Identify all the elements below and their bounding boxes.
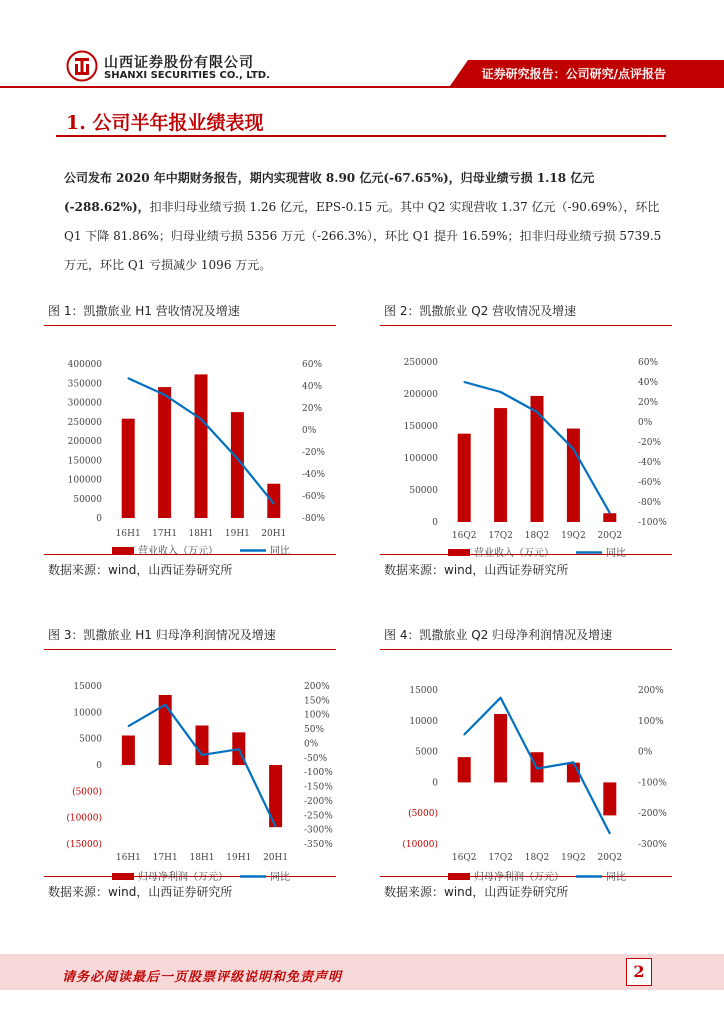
y-right-tick-label: -60% <box>638 478 662 488</box>
bar-17Q2 <box>494 408 507 522</box>
x-tick-label: 17Q2 <box>488 853 513 863</box>
y-left-tick-label: 0 <box>96 514 102 524</box>
y-left-tick-label: 250000 <box>67 417 102 428</box>
y-left-tick-label: 5000 <box>79 734 102 745</box>
y-left-tick-label: 350000 <box>67 379 102 390</box>
page-header <box>0 0 724 92</box>
y-right-tick-label: 200% <box>638 686 664 696</box>
y-left-tick-label: (5000) <box>408 809 438 820</box>
page-number: 2 <box>633 962 645 981</box>
x-tick-label: 16Q2 <box>451 531 477 541</box>
y-right-tick-label: -200% <box>638 809 667 820</box>
bar-16Q2 <box>458 434 471 522</box>
yoy-point-17Q2 <box>500 391 502 393</box>
y-left-tick-label: 150000 <box>67 456 102 467</box>
figure-2-chart <box>380 326 672 559</box>
figure-2 <box>380 302 672 578</box>
x-tick-label: 18H1 <box>188 529 214 539</box>
figure-1-chart <box>44 326 336 557</box>
figure-3-title: 图 3：凯撒旅业 H1 归母净利润情况及增速 <box>44 626 336 650</box>
summary-detail: 扣非归母业绩亏损 1.26 亿元，EPS-0.15 元。其中 Q2 实现营收 1.37 亿元（-90.69%），环比 Q1 下降 81.86%；归母业绩亏损 5356 万元（-266.3%），环比 Q1 提升 16.59%；扣非归母业绩亏损 5739.5 万元，环比 Q1 亏损减少 1096 万元。 <box>64 200 662 272</box>
y-right-tick-label: 20% <box>638 398 659 408</box>
y-right-tick-label: -300% <box>304 825 333 836</box>
x-tick-label: 19Q2 <box>561 853 586 863</box>
bar-16Q2 <box>458 757 471 782</box>
y-left-tick-label: 400000 <box>67 360 102 370</box>
y-right-tick-label: -350% <box>304 840 333 850</box>
bar-18Q2 <box>531 396 544 522</box>
summary-lead: 公司发布 2020 年中期财务报告，期内实现营收 8.90 亿元(-67.65%)，归母业绩亏损 1.18 亿元(-288.62%)， <box>64 171 595 214</box>
legend-line-label: 同比 <box>270 546 290 557</box>
y-right-tick-label: 200% <box>304 682 330 692</box>
bar-20H1 <box>267 484 280 518</box>
yoy-point-19Q2 <box>573 762 575 764</box>
bar-18H1 <box>195 374 208 518</box>
y-right-tick-label: -80% <box>638 498 662 508</box>
yoy-point-18Q2 <box>536 768 538 770</box>
y-left-tick-label: 50000 <box>409 486 438 496</box>
y-left-tick-label: 150000 <box>403 422 438 432</box>
yoy-line <box>128 705 275 827</box>
legend-line-label: 同比 <box>606 548 626 559</box>
bar-16H1 <box>122 736 135 765</box>
yoy-point-19Q2 <box>573 448 575 450</box>
yoy-point-20H1 <box>275 826 277 828</box>
yoy-point-17H1 <box>164 394 166 396</box>
y-left-tick-label: 10000 <box>73 708 102 719</box>
y-right-tick-label: 40% <box>638 378 659 388</box>
y-right-tick-label: 0% <box>638 418 653 428</box>
yoy-point-16Q2 <box>463 734 465 736</box>
y-right-tick-label: -250% <box>304 811 333 822</box>
x-tick-label: 20Q2 <box>597 531 623 541</box>
section-title-rule <box>56 135 666 137</box>
y-left-tick-label: 0 <box>432 518 438 528</box>
y-right-tick-label: 20% <box>302 404 323 414</box>
y-left-tick-label: 100000 <box>67 475 102 486</box>
company-name-en: SHANXI SECURITIES CO., LTD. <box>104 70 270 81</box>
y-right-tick-label: -100% <box>304 768 333 779</box>
y-left-tick-label: 10000 <box>409 716 438 727</box>
bar-20Q2 <box>603 782 616 815</box>
legend-line-label: 同比 <box>270 872 290 883</box>
bar-19Q2 <box>567 429 580 522</box>
y-right-tick-label: -100% <box>638 518 667 528</box>
x-tick-label: 16H1 <box>115 529 141 539</box>
footer-disclaimer: 请务必阅读最后一页股票评级说明和免责声明 <box>62 970 343 985</box>
x-tick-label: 20Q2 <box>597 853 623 863</box>
yoy-point-17H1 <box>164 704 166 706</box>
y-left-tick-label: 15000 <box>409 686 438 696</box>
company-name-cn: 山西证券股份有限公司 <box>104 55 254 71</box>
x-tick-label: 19H1 <box>224 529 250 539</box>
summary-paragraph <box>64 164 676 280</box>
x-tick-label: 19Q2 <box>561 531 586 541</box>
y-left-tick-label: (10000) <box>402 840 438 850</box>
y-left-tick-label: 0 <box>96 761 102 771</box>
figure-1-source: 数据来源：wind，山西证券研究所 <box>44 554 336 578</box>
y-left-tick-label: (15000) <box>66 840 102 850</box>
yoy-point-20H1 <box>273 503 275 505</box>
x-tick-label: 16Q2 <box>451 853 477 863</box>
y-right-tick-label: -80% <box>302 514 326 524</box>
y-right-tick-label: -40% <box>638 458 662 468</box>
legend-bar-label: 营业收入（万元） <box>474 548 554 559</box>
y-right-tick-label: -20% <box>302 448 326 458</box>
figure-3 <box>44 626 336 900</box>
y-left-tick-label: 50000 <box>73 494 102 505</box>
legend-bar-swatch <box>112 547 134 554</box>
y-right-tick-label: 40% <box>302 382 323 392</box>
figure-1 <box>44 302 336 578</box>
figure-3-source: 数据来源：wind，山西证券研究所 <box>44 876 336 900</box>
yoy-point-18H1 <box>200 418 202 420</box>
bar-17H1 <box>158 387 171 518</box>
y-left-tick-label: (5000) <box>72 787 102 798</box>
legend-bar-swatch <box>448 873 470 880</box>
yoy-point-18H1 <box>201 754 203 756</box>
yoy-point-18Q2 <box>536 411 538 413</box>
x-tick-label: 18Q2 <box>524 531 550 541</box>
y-right-tick-label: 50% <box>304 725 325 736</box>
y-right-tick-label: 0% <box>304 739 319 750</box>
y-right-tick-label: -20% <box>638 438 662 448</box>
legend-line-label: 同比 <box>606 872 626 883</box>
y-right-tick-label: 0% <box>302 426 317 436</box>
yoy-point-19H1 <box>237 458 239 460</box>
yoy-point-19H1 <box>238 748 240 750</box>
yoy-point-16H1 <box>127 378 129 380</box>
figure-2-title: 图 2：凯撒旅业 Q2 营收情况及增速 <box>380 302 672 326</box>
x-tick-label: 17Q2 <box>488 531 513 541</box>
x-tick-label: 20H1 <box>261 529 287 539</box>
bar-16H1 <box>122 419 135 518</box>
bar-18H1 <box>196 726 209 766</box>
yoy-point-16H1 <box>128 725 130 727</box>
figure-4-title: 图 4：凯撒旅业 Q2 归母净利润情况及增速 <box>380 626 672 650</box>
x-tick-label: 18Q2 <box>524 853 550 863</box>
y-right-tick-label: -200% <box>304 796 333 807</box>
y-right-tick-label: -300% <box>638 840 667 850</box>
yoy-point-20Q2 <box>609 512 611 514</box>
legend-bar-label: 营业收入（万元） <box>138 546 218 557</box>
y-right-tick-label: -100% <box>638 778 667 789</box>
y-right-tick-label: -150% <box>304 782 333 793</box>
y-left-tick-label: 0 <box>432 778 438 789</box>
y-right-tick-label: 150% <box>304 696 330 707</box>
report-type: 证券研究报告：公司研究/点评报告 <box>481 67 666 81</box>
company-logo-icon <box>66 50 98 82</box>
y-right-tick-label: -40% <box>302 470 326 480</box>
figure-4 <box>380 626 672 900</box>
figure-4-source: 数据来源：wind，山西证券研究所 <box>380 876 672 900</box>
section-title: 1. 公司半年报业绩表现 <box>66 112 264 134</box>
x-tick-label: 18H1 <box>189 853 215 863</box>
bar-17Q2 <box>494 714 507 782</box>
bar-20Q2 <box>603 513 616 522</box>
y-left-tick-label: 300000 <box>67 398 102 409</box>
x-tick-label: 17H1 <box>152 529 178 539</box>
y-right-tick-label: 0% <box>638 747 653 758</box>
y-left-tick-label: 200000 <box>67 437 102 447</box>
y-right-tick-label: 60% <box>638 358 659 368</box>
x-tick-label: 19H1 <box>226 853 252 863</box>
legend-bar-swatch <box>448 549 470 556</box>
y-left-tick-label: 5000 <box>415 747 438 758</box>
x-tick-label: 20H1 <box>263 853 289 863</box>
y-right-tick-label: 100% <box>304 710 330 721</box>
y-right-tick-label: 60% <box>302 360 323 370</box>
x-tick-label: 16H1 <box>115 853 141 863</box>
y-left-tick-label: 15000 <box>73 682 102 692</box>
y-right-tick-label: -60% <box>302 492 326 502</box>
x-tick-label: 17H1 <box>152 853 178 863</box>
y-left-tick-label: (10000) <box>66 813 102 824</box>
figure-2-source: 数据来源：wind，山西证券研究所 <box>380 554 672 578</box>
yoy-point-20Q2 <box>609 833 611 835</box>
yoy-point-16Q2 <box>463 381 465 383</box>
y-left-tick-label: 100000 <box>403 454 438 464</box>
y-right-tick-label: -50% <box>304 753 328 764</box>
legend-bar-swatch <box>112 873 134 880</box>
y-left-tick-label: 200000 <box>403 390 438 400</box>
figure-4-chart <box>380 650 672 883</box>
yoy-point-17Q2 <box>500 697 502 699</box>
y-right-tick-label: 100% <box>638 716 664 727</box>
header-divider <box>0 86 724 88</box>
y-left-tick-label: 250000 <box>403 358 438 368</box>
figure-3-chart <box>44 650 336 883</box>
figure-1-title: 图 1：凯撒旅业 H1 营收情况及增速 <box>44 302 336 326</box>
legend-bar-label: 归母净利润（万元） <box>474 872 564 883</box>
legend-bar-label: 归母净利润（万元） <box>138 872 228 883</box>
